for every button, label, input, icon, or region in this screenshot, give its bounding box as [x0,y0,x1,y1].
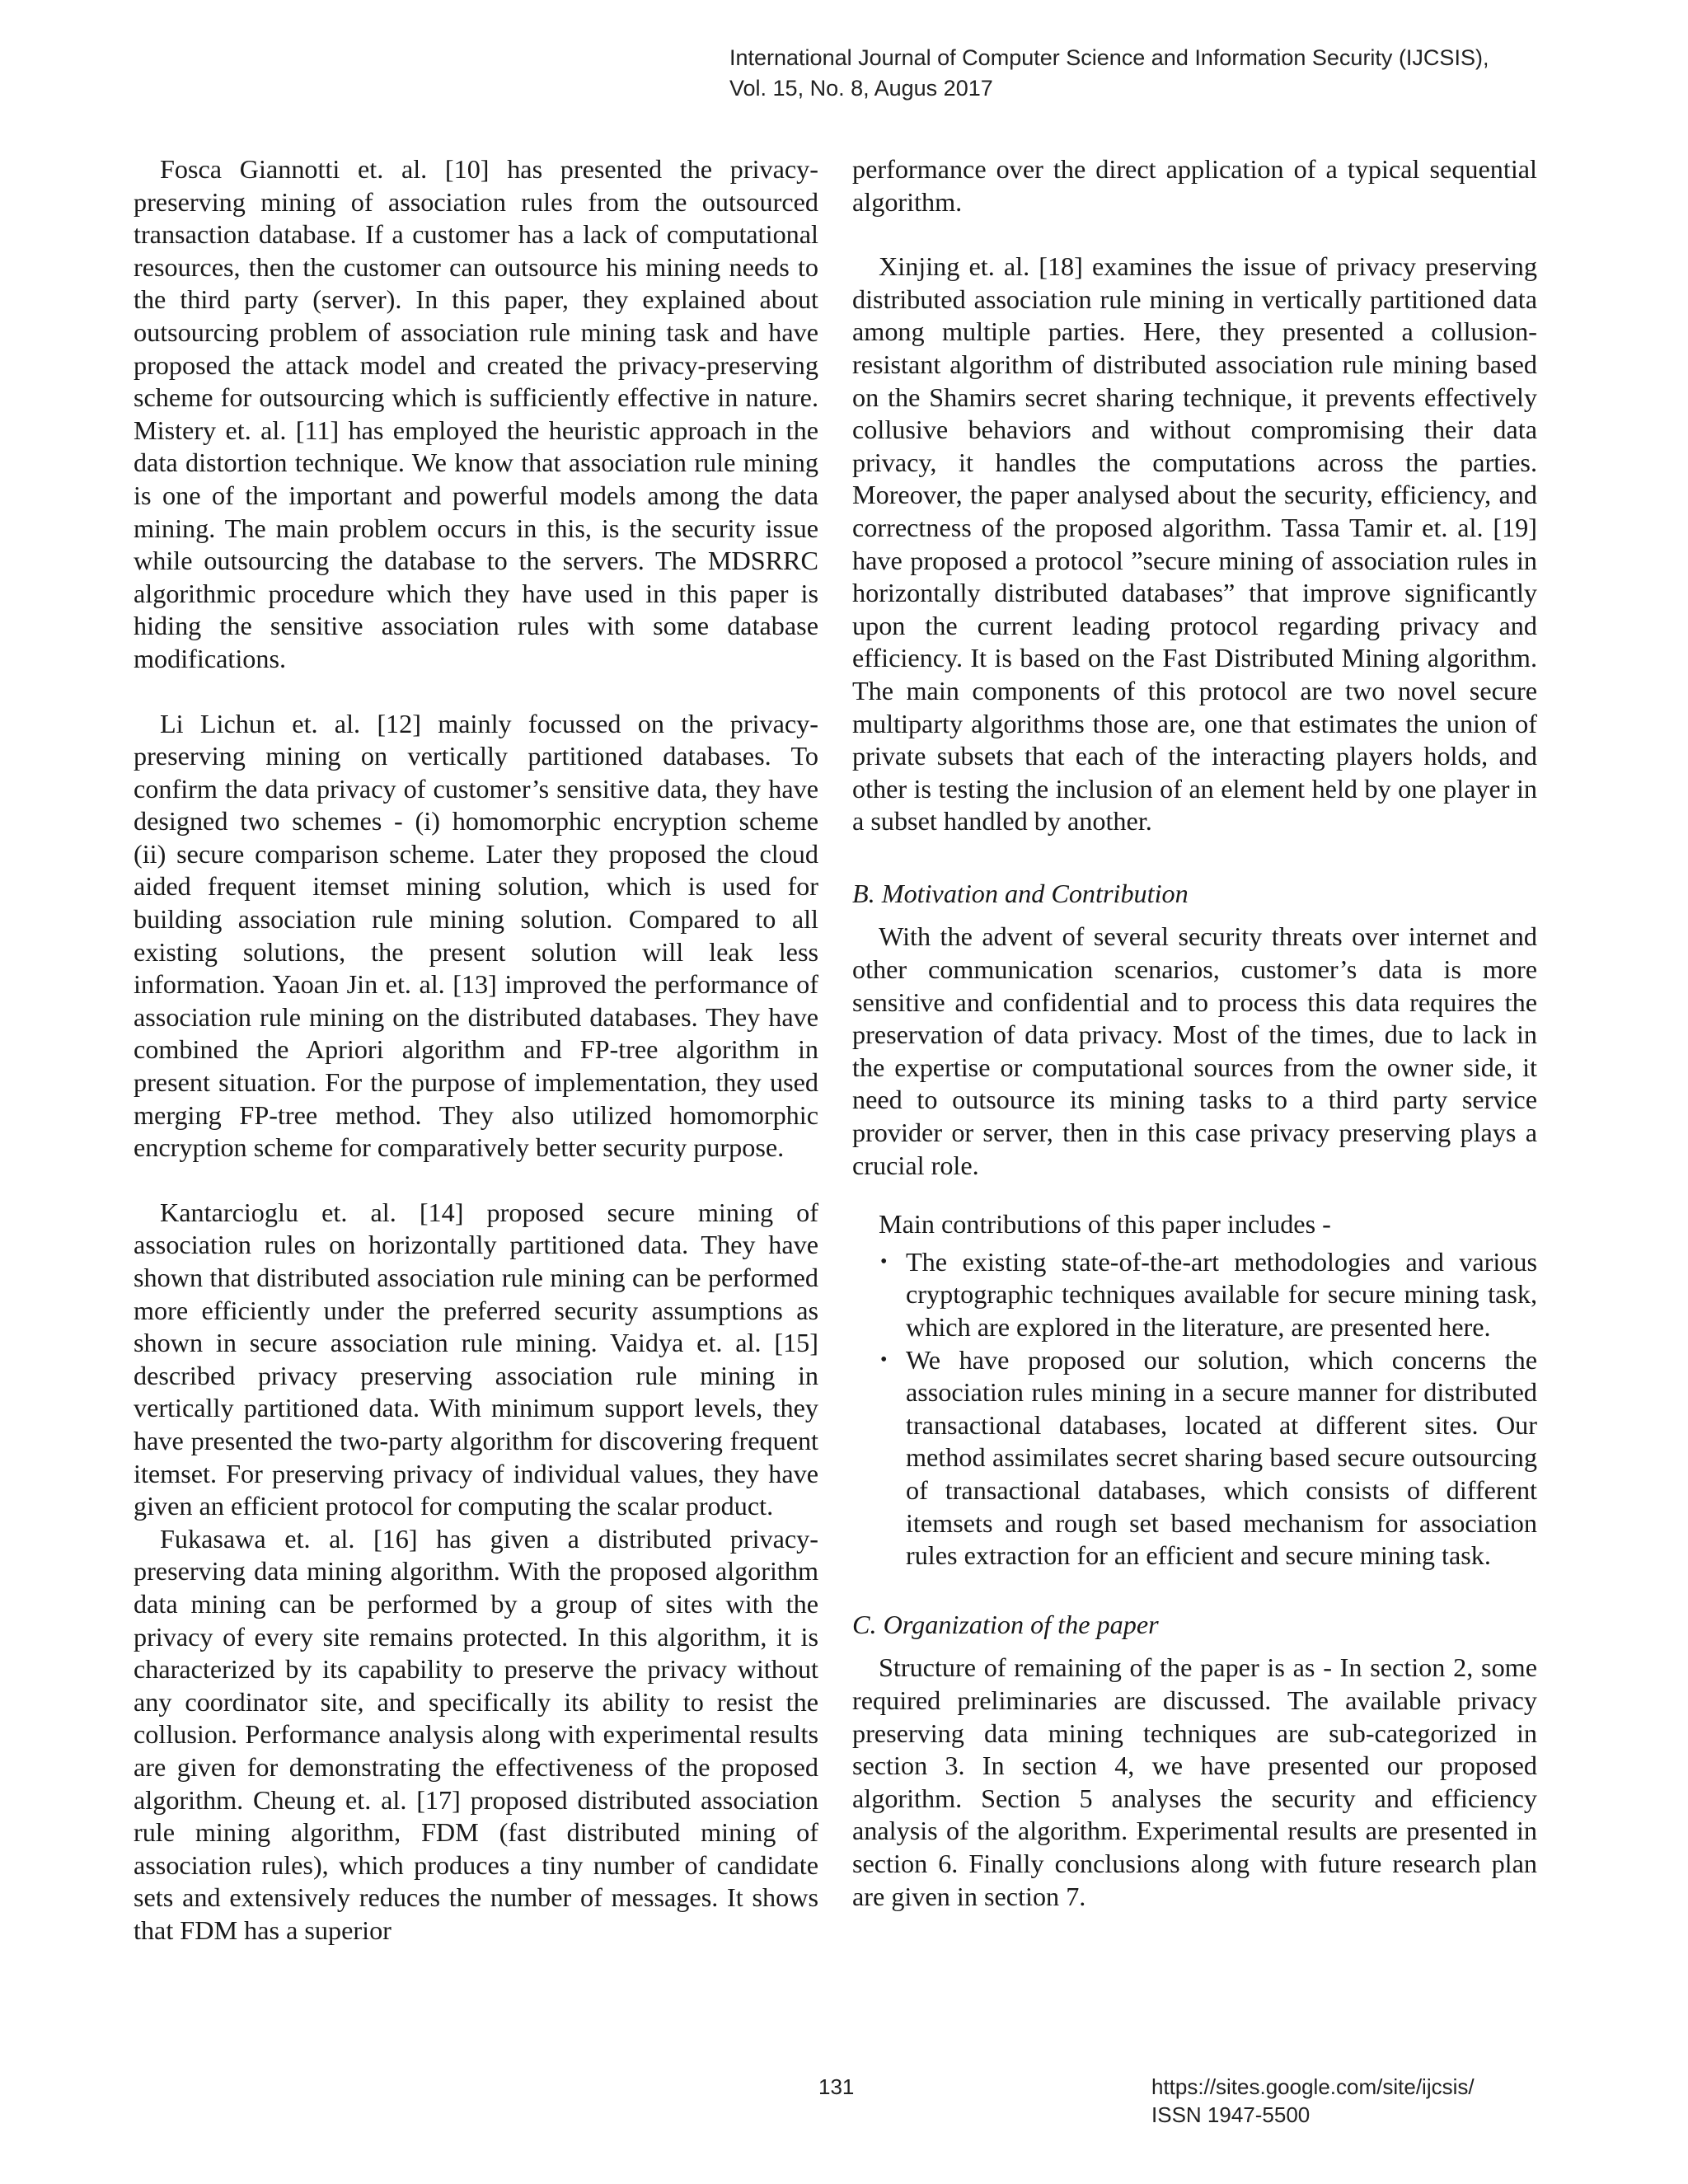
contribution-text: The existing state-of-the-art methodologies and various cryptographic techniques available for secure mining task, which are explored in the literature, are presented here. [906,1246,1537,1342]
journal-url: https://sites.google.com/site/ijcsis/ [1151,2074,1475,2099]
contribution-text: We have proposed our solution, which concerns the association rules mining in a secure manner for distributed transactional databases, located at different sites. Our method assimilates secret sharing based secure outsourcing of transactional databases, which consists of different itemsets and rough set based mechanism for association rules extraction for an efficient and secure mining task. [906,1344,1537,1571]
section-b-heading: B. Motivation and Contribution [852,878,1189,908]
section-c-heading: C. Organization of the paper [852,1609,1159,1639]
paragraph-fukasawa: Fukasawa et. al. [16] has given a distributed privacy-preserving data mining algorithm. With the proposed algorithm data mining can be performed by a group of sites with the privacy of every site remains protected. In this algorithm, it is characterized by its capability to preserve the privacy without any coordinator site, and specifically its ability to resist the collusion. Performance analysis along with experimental results are given for demonstrating the effectiveness of the proposed algorithm. Cheung et. al. [17] proposed distributed association rule mining algorithm, FDM (fast distributed mining of association rules), which produces a tiny number of candidate sets and extensively reduces the number of messages. It shows that FDM has a superior [134,1523,818,1945]
issn: ISSN 1947-5500 [1151,2102,1311,2127]
page-number: 131 [818,2074,855,2099]
bullet-icon: • [880,1348,888,1371]
journal-header [729,43,1653,104]
contributions-intro: Main contributions of this paper includes - [879,1209,1331,1240]
left-column [134,153,818,1947]
paragraph-continuation: performance over the direct application of a typical sequential algorithm. [852,154,1537,217]
paragraph-kantarcioglu: Kantarcioglu et. al. [14] proposed secure mining of association rules on horizontally partitioned data. They have shown that distributed association rule mining can be performed more efficiently under the preferred security assumptions as shown in secure association rule mining. Vaidya et. al. [15] described privacy preserving association rule mining in vertically partitioned data. With minimum support levels, they have presented the two-party algorithm for discovering frequent itemset. For preserving privacy of individual values, they have given an efficient protocol for computing the scalar product. [134,1197,818,1521]
paragraph-giannotti: Fosca Giannotti et. al. [10] has presented the privacy-preserving mining of association rules from the outsourced transaction database. If a customer has a lack of computational resources, then the customer can outsource his mining needs to the third party (server). In this paper, they explained about outsourcing problem of association rule mining task and have proposed the attack model and created the privacy-preserving scheme for outsourcing which is sufficiently effective in nature. Mistery et. al. [11] has employed the heuristic approach in the data distortion technique. We know that association rule mining is one of the important and powerful models among the data mining. The main problem occurs in this, is the security issue while outsourcing the database to the servers. The MDSRRC algorithmic procedure which they have used in this paper is hiding the sensitive association rules with some database modifications. [134,154,818,673]
list-item [880,1246,1537,1344]
paragraph-lichun: Li Lichun et. al. [12] mainly focussed on the privacy-preserving mining on vertically partitioned databases. To confirm the data privacy of customer’s sensitive data, they have designed two schemes - (i) homomorphic encryption scheme (ii) secure comparison scheme. Later they proposed the cloud aided frequent itemset mining solution, which is used for building association rule mining solution. Compared to all existing solutions, the present solution will leak less information. Yaoan Jin et. al. [13] improved the performance of association rule mining on the distributed databases. They have combined the Apriori algorithm and FP-tree algorithm in present situation. For the purpose of implementation, they used merging FP-tree method. They also utilized homomorphic encryption scheme for comparatively better security purpose. [134,708,818,1163]
paragraph-xinjing: Xinjing et. al. [18] examines the issue of privacy preserving distributed association rule mining in vertically partitioned data among multiple parties. Here, they presented a collusion-resistant algorithm of distributed association rule mining based on the Shamirs secret sharing technique, it prevents effectively collusive behaviors and without compromising their data privacy, it handles the computations across the parties. Moreover, the paper analysed about the security, efficiency, and correctness of the proposed algorithm. Tassa Tamir et. al. [19] have proposed a protocol ”secure mining of association rules in horizontally distributed databases” that improve significantly upon the current leading protocol regarding privacy and efficiency. It is based on the Fast Distributed Mining algorithm. The main components of this protocol are two novel secure multiparty algorithms those are, one that estimates the union of private subsets that each of the interacting players holds, and other is testing the inclusion of an element held by one player in a subset handled by another. [852,251,1537,837]
list-item [880,1344,1537,1572]
contributions-list [852,1246,1537,1572]
footer-info [1151,2073,1475,2129]
bullet-icon: • [880,1250,888,1272]
paragraph-organization: Structure of remaining of the paper is as - In section 2, some required preliminaries are discussed. The available privacy preserving data mining techniques are sub-categorized in section 3. In section 4, we have presented our proposed algorithm. Section 5 analyses the security and efficiency analysis of the algorithm. Experimental results are presented in section 6. Finally conclusions along with future research plan are given in section 7. [852,1652,1537,1911]
journal-volume: Vol. 15, No. 8, Augus 2017 [729,76,993,101]
journal-title: International Journal of Computer Science and Information Security (IJCSIS), [729,45,1489,70]
paragraph-motivation: With the advent of several security threats over internet and other communication scenarios, customer’s data is more sensitive and confidential and to process this data requires the preservation of data privacy. Most of the times, due to lack in the expertise or computational sources from the owner side, it need to outsource its mining tasks to a third party service provider or server, then in this case privacy preserving plays a crucial role. [852,921,1537,1180]
right-column [852,153,1537,1913]
